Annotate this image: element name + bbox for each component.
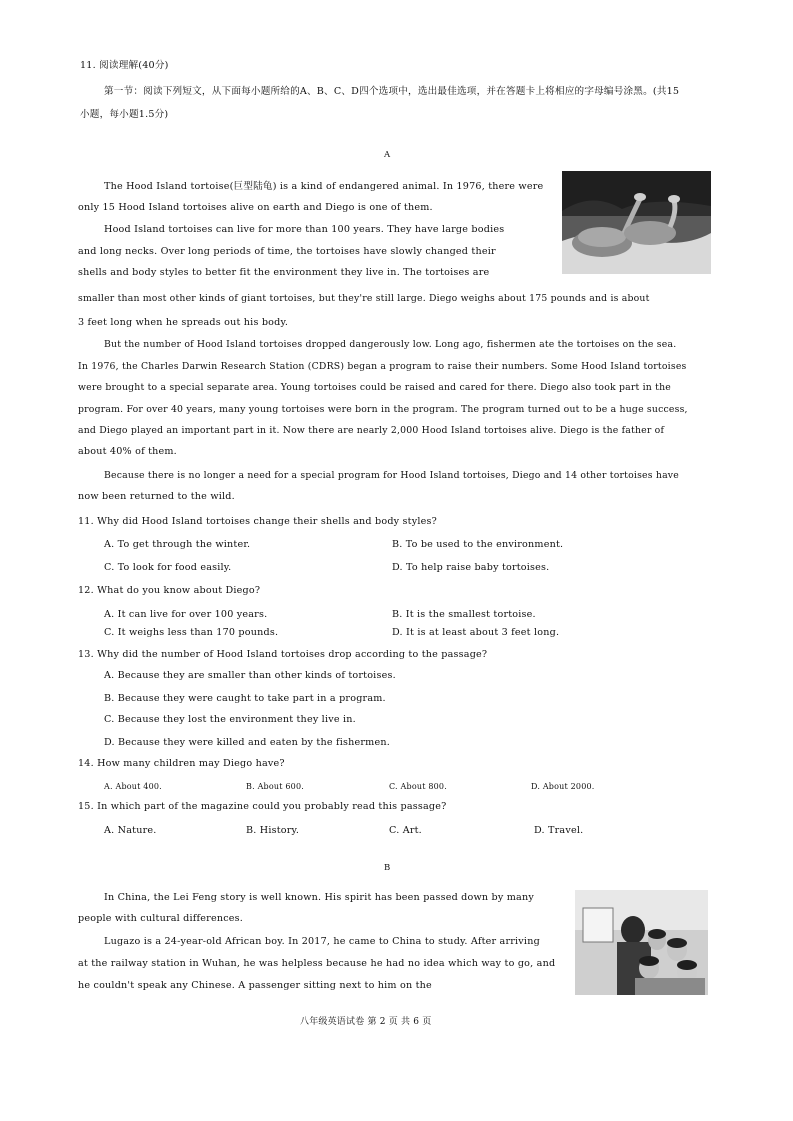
passage-a-line: Hood Island tortoises can live for more than 100 years. They have large bodies [104, 224, 505, 235]
question-14-option-a[interactable]: A. About 400. [104, 782, 162, 791]
passage-b-line: people with cultural differences. [78, 913, 244, 924]
tortoise-photo [562, 171, 711, 274]
question-15-option-b[interactable]: B. History. [246, 825, 300, 836]
question-12-option-a[interactable]: A. It can live for over 100 years. [104, 609, 268, 620]
question-13-option-b[interactable]: B. Because they were caught to take part in a program. [104, 693, 386, 704]
passage-a-line: were brought to a special separate area. Young tortoises could be raised and cared for there. Diego also took part in the [78, 382, 671, 393]
passage-b-line: Lugazo is a 24-year-old African boy. In 2017, he came to China to study. After arriving [104, 936, 540, 947]
passage-b-label: B [384, 863, 391, 873]
question-14-option-d[interactable]: D. About 2000. [531, 782, 595, 791]
passage-a-line: now been returned to the wild. [78, 491, 235, 502]
question-13-option-d[interactable]: D. Because they were killed and eaten by the fishermen. [104, 737, 390, 748]
passage-b-line: In China, the Lei Feng story is well known. His spirit has been passed down by many [104, 892, 534, 903]
section-title: 11. 阅读理解(40分) [80, 60, 169, 71]
children-photo-graphic [575, 890, 708, 995]
question-15-option-d[interactable]: D. Travel. [534, 825, 584, 836]
question-15-option-c[interactable]: C. Art. [389, 825, 422, 836]
passage-a-line: Because there is no longer a need for a special program for Hood Island tortoises, Diego and 14 other tortoises have [104, 470, 679, 481]
question-11-option-a[interactable]: A. To get through the winter. [104, 539, 251, 550]
question-12-stem: 12. What do you know about Diego? [78, 585, 261, 596]
passage-a-line: 3 feet long when he spreads out his body. [78, 317, 289, 328]
question-15-stem: 15. In which part of the magazine could you probably read this passage? [78, 801, 447, 812]
passage-a-line: program. For over 40 years, many young tortoises were born in the program. The program turned out to be a huge success, [78, 404, 688, 415]
passage-a-line: smaller than most other kinds of giant tortoises, but they're still large. Diego weighs about 175 pounds and is about [78, 293, 650, 304]
question-13-option-c[interactable]: C. Because they lost the environment they live in. [104, 714, 356, 725]
passage-b-line: at the railway station in Wuhan, he was helpless because he had no idea which way to go, and [78, 958, 556, 969]
passage-a-line: The Hood Island tortoise(巨型陆龟) is a kind of endangered animal. In 1976, there were [104, 181, 544, 192]
passage-a-label: A [384, 150, 391, 160]
passage-a-line: only 15 Hood Island tortoises alive on earth and Diego is one of them. [78, 202, 433, 213]
passage-a-line: But the number of Hood Island tortoises dropped dangerously low. Long ago, fishermen ate the tortoises on the sea. [104, 339, 677, 350]
question-14-option-c[interactable]: C. About 800. [389, 782, 447, 791]
question-11-option-d[interactable]: D. To help raise baby tortoises. [392, 562, 550, 573]
tortoise-photo-graphic [562, 171, 711, 274]
passage-a-line: and Diego played an important part in it. Now there are nearly 2,000 Hood Island tortoises alive. Diego is the father of [78, 425, 665, 436]
question-14-option-b[interactable]: B. About 600. [246, 782, 305, 791]
question-12-option-d[interactable]: D. It is at least about 3 feet long. [392, 627, 560, 638]
question-15-option-a[interactable]: A. Nature. [104, 825, 157, 836]
question-14-stem: 14. How many children may Diego have? [78, 758, 285, 769]
instructions-line-2: 小题，每小题1.5分) [80, 109, 169, 120]
children-photo [575, 890, 708, 995]
passage-b-line: he couldn't speak any Chinese. A passenger sitting next to him on the [78, 980, 432, 991]
page-footer: 八年级英语试卷 第 2 页 共 6 页 [300, 1017, 432, 1027]
question-11-option-b[interactable]: B. To be used to the environment. [392, 539, 564, 550]
instructions-line-1: 第一节：阅读下列短文，从下面每小题所给的A、B、C、D四个选项中，选出最佳选项，并在答题卡上将相应的字母编号涂黑。(共15 [104, 86, 680, 97]
passage-a-line: shells and body styles to better fit the environment they live in. The tortoises are [78, 267, 490, 278]
passage-a-line: about 40% of them. [78, 446, 177, 457]
question-12-option-b[interactable]: B. It is the smallest tortoise. [392, 609, 536, 620]
passage-a-line: In 1976, the Charles Darwin Research Station (CDRS) began a program to raise their numbers. Some Hood Island tortoises [78, 361, 687, 372]
passage-a-line: and long necks. Over long periods of time, the tortoises have slowly changed their [78, 246, 496, 257]
question-11-stem: 11. Why did Hood Island tortoises change their shells and body styles? [78, 516, 437, 527]
question-11-option-c[interactable]: C. To look for food easily. [104, 562, 232, 573]
question-12-option-c[interactable]: C. It weighs less than 170 pounds. [104, 627, 279, 638]
question-13-stem: 13. Why did the number of Hood Island tortoises drop according to the passage? [78, 649, 488, 660]
question-13-option-a[interactable]: A. Because they are smaller than other kinds of tortoises. [104, 670, 396, 681]
